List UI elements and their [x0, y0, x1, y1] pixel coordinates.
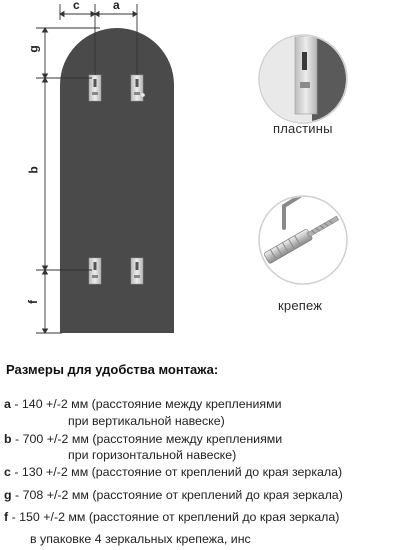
spec-cont-b: при горизонтальной навеске): [68, 448, 237, 462]
caption-plates: пластины: [273, 121, 333, 136]
caption-fasteners: крепеж: [278, 298, 323, 313]
dimension-label-f: f: [26, 300, 40, 304]
dimension-label-g: g: [26, 45, 41, 53]
section-title: Размеры для удобства монтажа:: [6, 362, 219, 377]
dimension-label-a: a: [113, 0, 120, 12]
spec-key-g: g: [4, 488, 12, 502]
spec-key-b: b: [4, 432, 12, 446]
spec-key-f: f: [4, 510, 9, 524]
mounting-plate-top-left: [89, 75, 101, 101]
dimension-label-c: c: [73, 0, 80, 12]
mirror-shape: [60, 28, 174, 333]
spec-cont-a: при вертикальной навеске): [68, 414, 225, 428]
mounting-plate-bottom-right: [131, 258, 143, 284]
spec-line-f: f - 150 +/-2 мм (расстояние от креплений до края зеркала): [4, 510, 340, 524]
spec-line-c: c - 130 +/-2 мм (расстояние от креплений до края зеркала): [4, 465, 343, 479]
spec-key-a: a: [4, 397, 11, 411]
footer-text: в упаковке 4 зеркальных крепежа, инс: [30, 532, 251, 546]
mounting-plate-bottom-left: [89, 258, 101, 284]
spec-line-b: b - 700 +/-2 мм (расстояние между креплениями: [4, 432, 283, 446]
plate-closeup-inset: [250, 30, 362, 130]
dimension-label-b: b: [26, 166, 41, 174]
mounting-plate-top-right: [131, 75, 145, 101]
spec-line-g: g - 708 +/-2 мм (расстояние от креплений до края зеркала): [4, 488, 343, 502]
spec-line-a: a - 140 +/-2 мм (расстояние между креплениями: [4, 397, 282, 411]
spec-key-c: c: [4, 465, 11, 479]
fasteners-closeup-inset: [259, 196, 347, 284]
